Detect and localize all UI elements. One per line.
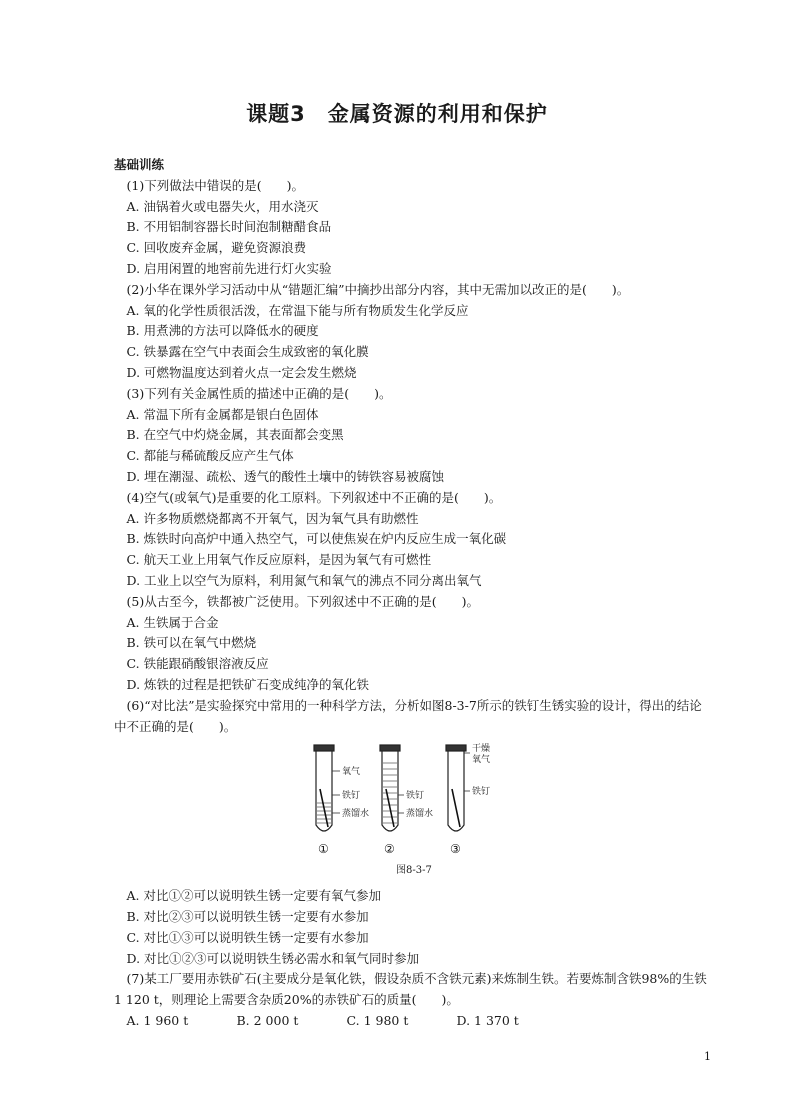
question-6 bbox=[114, 696, 714, 970]
section-heading: 基础训练 bbox=[114, 157, 165, 172]
option: A. 氧的化学性质很活泼，在常温下能与所有物质发生化学反应 bbox=[126, 302, 469, 318]
option: C. 都能与稀硫酸反应产生气体 bbox=[126, 448, 294, 464]
option: B. 炼铁时向高炉中通入热空气，可以使焦炭在炉内反应生成一氧化碳 bbox=[126, 531, 507, 547]
tube-3-stopper bbox=[446, 745, 466, 751]
option: C. 1 980 t bbox=[346, 1012, 409, 1028]
option: D. 对比①②③可以说明铁生锈必需水和氧气同时参加 bbox=[126, 950, 420, 966]
test-tube-figure bbox=[114, 741, 714, 863]
question-stem: (7)某工厂要用赤铁矿石(主要成分是氧化铁，假设杂质不含铁元素)来炼制生铁。若要炼制含铁98%的生铁1 120 t，则理论上需要含杂质20%的赤铁矿石的质量( )。 bbox=[114, 971, 707, 1008]
option: A. 生铁属于合金 bbox=[126, 614, 219, 630]
tube-number-3: ③ bbox=[450, 842, 461, 857]
question-7 bbox=[114, 969, 714, 1031]
option: C. 航天工业上用氧气作反应原料，是因为氧气有可燃性 bbox=[126, 552, 432, 568]
question-4 bbox=[114, 488, 714, 592]
tube-3-label-nail: 铁钉 bbox=[472, 787, 491, 798]
option: D. 1 370 t bbox=[456, 1012, 519, 1028]
option: C. 回收废弃金属，避免资源浪费 bbox=[126, 240, 307, 256]
tube-number-2: ② bbox=[384, 842, 395, 857]
option: B. 铁可以在氧气中燃烧 bbox=[126, 635, 257, 651]
question-stem: (5)从古至今，铁都被广泛使用。下列叙述中不正确的是( )。 bbox=[126, 593, 479, 609]
tube-1-label-nail: 铁钉 bbox=[342, 791, 361, 802]
option: A. 油锅着火或电器失火，用水浇灭 bbox=[126, 198, 319, 214]
option: D. 埋在潮湿、疏松、透气的酸性土壤中的铸铁容易被腐蚀 bbox=[126, 468, 445, 484]
option: D. 工业上以空气为原料，利用氮气和氧气的沸点不同分离出氧气 bbox=[126, 572, 482, 588]
question-5 bbox=[114, 592, 714, 696]
tube-1-label-oxygen: 氧气 bbox=[342, 767, 361, 778]
tube-2-label-water: 蒸馏水 bbox=[406, 809, 434, 820]
question-3 bbox=[114, 384, 714, 488]
option: A. 对比①②可以说明铁生锈一定要有氧气参加 bbox=[126, 888, 381, 904]
option: B. 对比②③可以说明铁生锈一定要有水参加 bbox=[126, 908, 369, 924]
figure-caption: 图8-3-7 bbox=[396, 865, 432, 877]
tube-2-nail bbox=[386, 789, 394, 827]
option: D. 启用闲置的地窖前先进行灯火实验 bbox=[126, 260, 332, 276]
question-stem: (6)“对比法”是实验探究中常用的一种科学方法，分析如图8-3-7所示的铁钉生锈实验的设计，得出的结论中不正确的是( )。 bbox=[114, 697, 702, 734]
tube-3-nail bbox=[452, 789, 460, 827]
question-stem: (2)小华在课外学习活动中从“错题汇编”中摘抄出部分内容，其中无需加以改正的是( )。 bbox=[126, 281, 630, 297]
question-1 bbox=[114, 176, 714, 280]
option: A. 许多物质燃烧都离不开氧气，因为氧气具有助燃性 bbox=[126, 510, 419, 526]
tube-2-stopper bbox=[380, 745, 400, 751]
option: D. 可燃物温度达到着火点一定会发生燃烧 bbox=[126, 364, 357, 380]
tube-1-nail bbox=[320, 789, 328, 827]
tube-number-1: ① bbox=[318, 842, 329, 857]
option: B. 在空气中灼烧金属，其表面都会变黑 bbox=[126, 427, 344, 443]
option: B. 不用铝制容器长时间泡制糖醋食品 bbox=[126, 219, 332, 235]
page-title: 课题3 金属资源的利用和保护 bbox=[246, 102, 548, 126]
option: C. 对比①③可以说明铁生锈一定要有水参加 bbox=[126, 929, 369, 945]
test-tubes-diagram bbox=[300, 741, 540, 863]
option: A. 1 960 t bbox=[126, 1012, 189, 1028]
option: A. 常温下所有金属都是银白色固体 bbox=[126, 406, 319, 422]
option: B. 用煮沸的方法可以降低水的硬度 bbox=[126, 323, 319, 339]
option: C. 铁暴露在空气中表面会生成致密的氧化膜 bbox=[126, 344, 369, 360]
page-number: 1 bbox=[704, 1050, 711, 1063]
tube-1-stopper bbox=[314, 745, 334, 751]
tube-2-water bbox=[383, 763, 397, 823]
tube-3-label-oxygen: 氧气 bbox=[472, 755, 491, 766]
tube-1-label-water: 蒸馏水 bbox=[342, 809, 370, 820]
option: B. 2 000 t bbox=[236, 1012, 299, 1028]
question-stem: (4)空气(或氧气)是重要的化工原料。下列叙述中不正确的是( )。 bbox=[126, 489, 502, 505]
tube-2-label-nail: 铁钉 bbox=[406, 791, 425, 802]
question-stem: (1)下列做法中错误的是( )。 bbox=[126, 177, 304, 193]
question-2 bbox=[114, 280, 714, 384]
option-row bbox=[114, 1011, 714, 1032]
tube-3 bbox=[448, 751, 464, 831]
option: D. 炼铁的过程是把铁矿石变成纯净的氧化铁 bbox=[126, 676, 370, 692]
option: C. 铁能跟硝酸银溶液反应 bbox=[126, 656, 269, 672]
exercise-content bbox=[114, 155, 714, 1032]
question-stem: (3)下列有关金属性质的描述中正确的是( )。 bbox=[126, 385, 392, 401]
tube-3-label-dry: 干燥 bbox=[472, 744, 491, 755]
